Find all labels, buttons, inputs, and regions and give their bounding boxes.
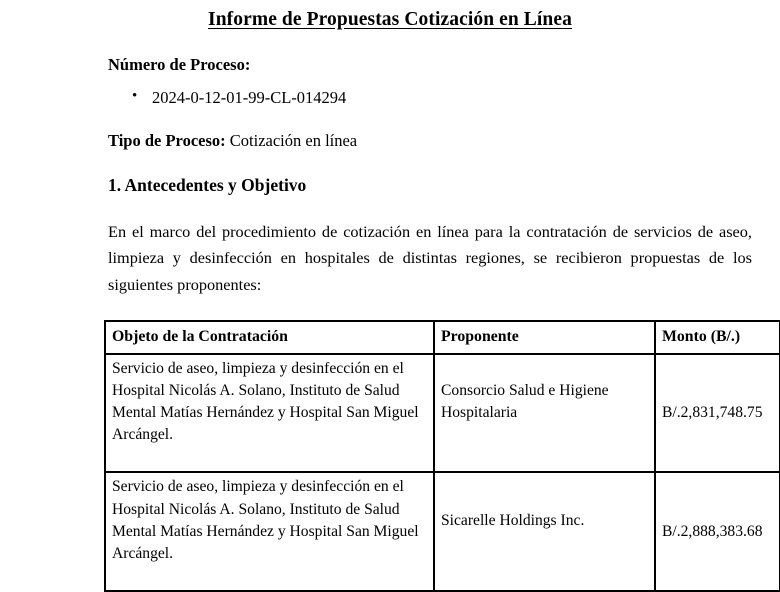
cell-objeto [105, 354, 434, 473]
column-header-objeto: Objeto de la Contratación [105, 321, 434, 353]
column-header-monto: Monto (B/.) [655, 321, 780, 353]
cell-objeto-text: Servicio de aseo, limpieza y desinfección en el Hospital Nicolás A. Solano, Instituto de Salud Mental Matías Hernández y Hospital San Miguel Arcángel. [112, 359, 419, 444]
proposals-table-container [0, 298, 780, 592]
table-header-row [105, 321, 780, 353]
tipo-proceso-line [108, 109, 752, 152]
table-header [105, 321, 780, 353]
proceso-number-list [108, 76, 752, 109]
document-body [0, 32, 780, 298]
cell-proponente-text: Sicarelle Holdings Inc. [441, 511, 585, 529]
section-heading-antecedentes: 1. Antecedentes y Objetivo [108, 175, 307, 196]
table-row [105, 354, 780, 473]
tipo-proceso-label: Tipo de Proceso: [108, 131, 226, 151]
page-title [0, 0, 780, 32]
section-paragraph-antecedentes: En el marco del procedimiento de cotización en línea para la contratación de servicios de aseo, limpieza y desinfección en hospitales de distintas regiones, se recibieron propuestas de los siguientes proponentes: [108, 222, 752, 294]
page-title-text: Informe de Propuestas Cotización en Línea [208, 9, 572, 30]
cell-proponente [434, 354, 655, 473]
cell-monto: B/.2,831,748.75 [655, 354, 780, 473]
proposals-table [104, 320, 780, 592]
tipo-proceso-value: Cotización en línea [229, 131, 358, 151]
cell-monto: B/.2,888,383.68 [655, 472, 780, 591]
cell-objeto-text: Servicio de aseo, limpieza y desinfección en el Hospital Nicolás A. Solano, Instituto de Salud Mental Matías Hernández y Hospital San Miguel Arcángel. [112, 478, 419, 562]
table-row [105, 472, 780, 591]
proceso-number-label: Número de Proceso: [108, 55, 251, 75]
column-header-proponente: Proponente [434, 321, 655, 353]
list-item: • 2024-0-12-01-99-CL-014294 [108, 87, 752, 109]
cell-proponente-text: Consorcio Salud e Higiene Hospitalaria [441, 381, 609, 421]
cell-objeto [105, 472, 434, 591]
table-body [105, 354, 780, 591]
cell-proponente [434, 472, 655, 591]
